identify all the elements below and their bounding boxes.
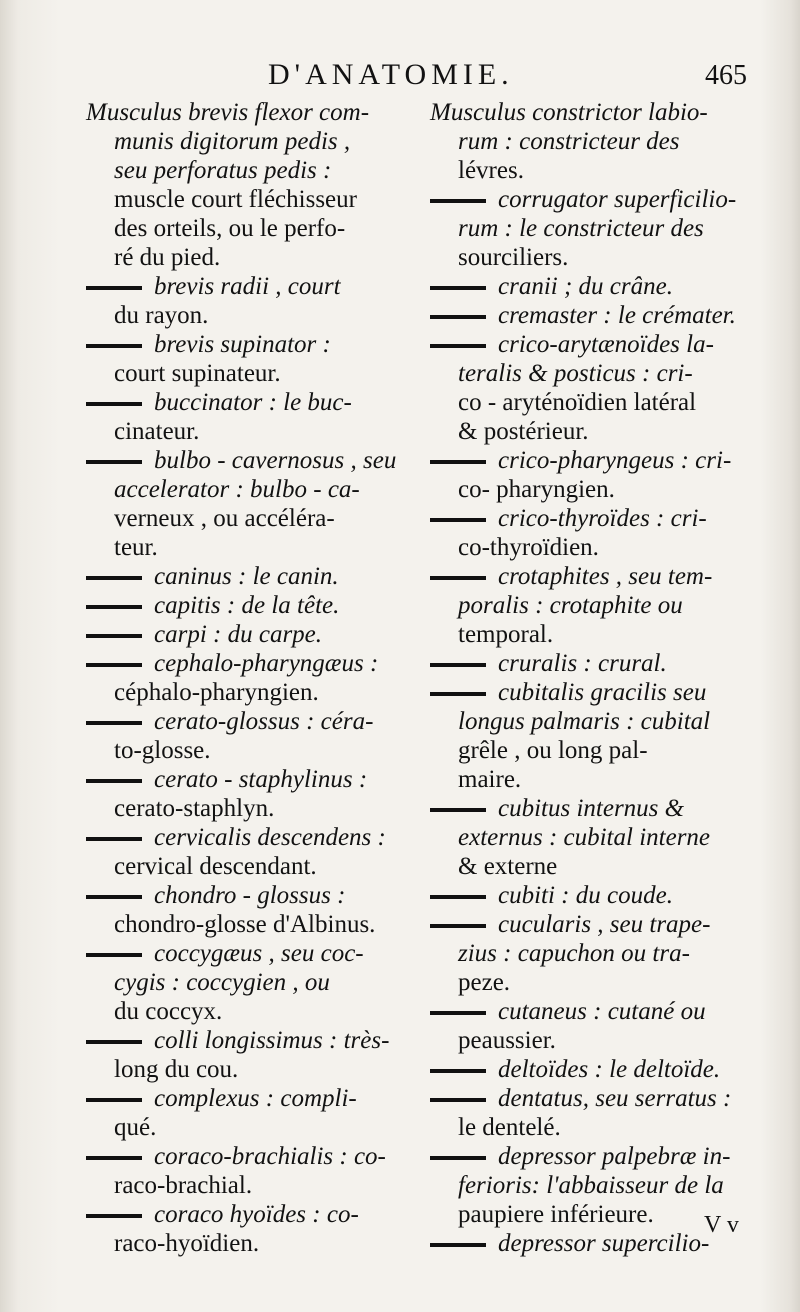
line-text: bulbo - cavernosus , seu: [154, 447, 397, 474]
line-text: raco-brachial.: [114, 1172, 253, 1199]
line-text: cubiti : du coude.: [498, 882, 673, 909]
line-text: poralis : crotaphite ou: [458, 592, 683, 619]
line-text: co-thyroïdien.: [458, 534, 599, 561]
right-column-line: [430, 649, 770, 678]
entry-dash: [430, 518, 486, 522]
line-text: ré du pied.: [114, 244, 221, 271]
entry-dash: [86, 837, 142, 841]
line-text: cervicalis descendens :: [154, 824, 386, 851]
left-column-line: [86, 823, 408, 852]
entry-dash: [86, 779, 142, 783]
line-text: cervical descendant.: [114, 853, 317, 880]
line-text: cerato-staphlyn.: [114, 795, 275, 822]
right-column-line: [430, 359, 770, 388]
left-column-line: [86, 765, 408, 794]
line-text: dentatus, seu serratus :: [498, 1085, 732, 1112]
line-text: grêle , ou long pal-: [458, 737, 648, 764]
line-text: coccygæus , seu coc-: [154, 940, 364, 967]
line-text: Musculus constrictor labio-: [430, 99, 708, 126]
line-text: cubitalis gracilis seu: [498, 679, 707, 706]
right-column-line: [430, 910, 770, 939]
entry-dash: [86, 605, 142, 609]
line-text: lévres.: [458, 157, 524, 184]
line-text: cerato-glossus : céra-: [154, 708, 374, 735]
left-column-line: [86, 562, 408, 591]
right-column-line: [430, 1084, 770, 1113]
line-text: crico-thyroïdes : cri-: [498, 505, 707, 532]
entry-dash: [430, 199, 486, 203]
left-column-line: [86, 939, 408, 968]
line-text: muscle court fléchisseur: [114, 186, 357, 213]
entry-dash: [86, 895, 142, 899]
line-text: court supinateur.: [114, 360, 281, 387]
line-text: rum : le constricteur des: [458, 215, 704, 242]
entry-dash: [430, 1011, 486, 1015]
right-column: [430, 98, 770, 1258]
line-text: coraco hyoïdes : co-: [154, 1201, 359, 1228]
left-column-line: [86, 910, 408, 939]
right-column-line: [430, 678, 770, 707]
right-column-line: [430, 156, 770, 185]
entry-dash: [430, 286, 486, 290]
line-text: depressor supercilio-: [498, 1230, 710, 1257]
line-text: buccinator : le buc-: [154, 389, 352, 416]
left-column-line: [86, 388, 408, 417]
right-column-line: [430, 417, 770, 446]
entry-dash: [430, 1069, 486, 1073]
entry-dash: [430, 344, 486, 348]
right-column-line: [430, 939, 770, 968]
line-text: paupiere inférieure.: [458, 1201, 654, 1228]
right-column-line: [430, 98, 770, 127]
right-column-line: [430, 388, 770, 417]
left-column-line: [86, 504, 408, 533]
line-text: teralis & posticus : cri-: [458, 360, 693, 387]
entry-dash: [86, 402, 142, 406]
line-text: cubitus internus &: [498, 795, 685, 822]
right-column-line: [430, 997, 770, 1026]
line-text: cucularis , seu trape-: [498, 911, 711, 938]
line-text: colli longissimus : très-: [154, 1027, 390, 1054]
entry-dash: [86, 576, 142, 580]
line-text: chondro - glossus :: [154, 882, 346, 909]
line-text: co- pharyngien.: [458, 476, 615, 503]
entry-dash: [86, 460, 142, 464]
line-text: caninus : le canin.: [154, 563, 339, 590]
line-text: teur.: [114, 534, 158, 561]
line-text: capitis : de la tête.: [154, 592, 340, 619]
left-column-line: [86, 1142, 408, 1171]
left-column-line: [86, 1084, 408, 1113]
entry-dash: [430, 1098, 486, 1102]
right-column-line: [430, 1026, 770, 1055]
line-text: deltoïdes : le deltoïde.: [498, 1056, 721, 1083]
entry-dash: [86, 953, 142, 957]
right-column-line: [430, 562, 770, 591]
line-text: ferioris: l'abbaisseur de la: [458, 1172, 724, 1199]
line-text: & externe: [458, 853, 558, 880]
entry-dash: [86, 1040, 142, 1044]
line-text: accelerator : bulbo - ca-: [114, 476, 360, 503]
line-text: crotaphites , seu tem-: [498, 563, 713, 590]
line-text: externus : cubital interne: [458, 824, 711, 851]
line-text: sourciliers.: [458, 244, 569, 271]
right-column-line: [430, 301, 770, 330]
line-text: zius : capuchon ou tra-: [458, 940, 690, 967]
line-text: complexus : compli-: [154, 1085, 357, 1112]
line-text: cerato - staphylinus :: [154, 766, 368, 793]
line-text: des orteils, ou le perfo-: [114, 215, 346, 242]
entry-dash: [86, 1214, 142, 1218]
line-text: peaussier.: [458, 1027, 556, 1054]
left-column-line: [86, 1113, 408, 1142]
entry-dash: [86, 1156, 142, 1160]
entry-dash: [86, 344, 142, 348]
line-text: crico-arytænoïdes la-: [498, 331, 714, 358]
line-text: long du cou.: [114, 1056, 239, 1083]
line-text: crico-pharyngeus : cri-: [498, 447, 732, 474]
line-text: cygis : coccygien , ou: [114, 969, 330, 996]
right-column-line: [430, 272, 770, 301]
entry-dash: [430, 924, 486, 928]
right-column-line: [430, 794, 770, 823]
entry-dash: [86, 721, 142, 725]
left-column-line: [86, 301, 408, 330]
left-column-line: [86, 707, 408, 736]
entry-dash: [430, 1156, 486, 1160]
running-title: D'ANATOMIE.: [268, 58, 514, 91]
left-column-line: [86, 968, 408, 997]
right-column-line: [430, 1113, 770, 1142]
line-text: du rayon.: [114, 302, 209, 329]
left-column-line: [86, 678, 408, 707]
right-column-line: [430, 1142, 770, 1171]
right-column-line: [430, 185, 770, 214]
left-column-line: [86, 98, 408, 127]
left-column-line: [86, 1026, 408, 1055]
entry-dash: [430, 1243, 486, 1247]
left-column-line: [86, 794, 408, 823]
page-header: [0, 58, 800, 98]
page-number: 465: [705, 60, 747, 91]
left-column-line: [86, 272, 408, 301]
left-column-line: [86, 446, 408, 475]
line-text: cranii ; du crâne.: [498, 273, 673, 300]
left-column-line: [86, 243, 408, 272]
right-column-line: [430, 533, 770, 562]
left-column-line: [86, 649, 408, 678]
right-column-line: [430, 591, 770, 620]
line-text: co - aryténoïdien latéral: [458, 389, 697, 416]
line-text: & postérieur.: [458, 418, 589, 445]
line-text: munis digitorum pedis ,: [114, 128, 351, 155]
line-text: qué.: [114, 1114, 157, 1141]
right-column-line: [430, 852, 770, 881]
right-column-line: [430, 707, 770, 736]
right-column-line: [430, 446, 770, 475]
left-column-line: [86, 1229, 408, 1258]
line-text: chondro-glosse d'Albinus.: [114, 911, 376, 938]
entry-dash: [430, 576, 486, 580]
line-text: depressor palpebræ in-: [498, 1143, 731, 1170]
line-text: cremaster : le crémater.: [498, 302, 736, 329]
line-text: du coccyx.: [114, 998, 223, 1025]
line-text: maire.: [458, 766, 522, 793]
entry-dash: [430, 895, 486, 899]
line-text: raco-hyoïdien.: [114, 1230, 260, 1257]
right-column-line: [430, 1055, 770, 1084]
line-text: longus palmaris : cubital: [458, 708, 711, 735]
right-column-line: [430, 475, 770, 504]
right-column-line: [430, 330, 770, 359]
line-text: to-glosse.: [114, 737, 211, 764]
line-text: cruralis : crural.: [498, 650, 667, 677]
left-column-line: [86, 417, 408, 446]
right-column-line: [430, 823, 770, 852]
right-column-line: [430, 127, 770, 156]
line-text: rum : constricteur des: [458, 128, 680, 155]
left-column-line: [86, 736, 408, 765]
entry-dash: [430, 315, 486, 319]
right-column-line: [430, 736, 770, 765]
left-column-line: [86, 881, 408, 910]
line-text: corrugator superficilio-: [498, 186, 737, 213]
left-column-line: [86, 852, 408, 881]
left-column-line: [86, 1200, 408, 1229]
left-column-line: [86, 997, 408, 1026]
left-column-line: [86, 330, 408, 359]
signature-mark: V v: [704, 1212, 739, 1238]
entry-dash: [86, 286, 142, 290]
line-text: brevis radii , court: [154, 273, 341, 300]
line-text: cinateur.: [114, 418, 200, 445]
line-text: peze.: [458, 969, 511, 996]
line-text: temporal.: [458, 621, 554, 648]
entry-dash: [430, 808, 486, 812]
line-text: carpi : du carpe.: [154, 621, 323, 648]
left-column-line: [86, 533, 408, 562]
right-column-line: [430, 968, 770, 997]
left-column-line: [86, 185, 408, 214]
line-text: verneux , ou accéléra-: [114, 505, 335, 532]
line-text: seu perforatus pedis :: [114, 157, 332, 184]
line-text: brevis supinator :: [154, 331, 331, 358]
left-column-line: [86, 214, 408, 243]
left-column-line: [86, 359, 408, 388]
line-text: céphalo-pharyngien.: [114, 679, 319, 706]
right-column-line: [430, 243, 770, 272]
right-column-line: [430, 504, 770, 533]
entry-dash: [86, 1098, 142, 1102]
left-column: [86, 98, 408, 1258]
entry-dash: [430, 460, 486, 464]
right-column-line: [430, 214, 770, 243]
left-column-line: [86, 620, 408, 649]
entry-dash: [430, 663, 486, 667]
left-column-line: [86, 1055, 408, 1084]
entry-dash: [86, 663, 142, 667]
line-text: coraco-brachialis : co-: [154, 1143, 386, 1170]
right-column-line: [430, 620, 770, 649]
entry-dash: [430, 692, 486, 696]
right-column-line: [430, 765, 770, 794]
left-column-line: [86, 475, 408, 504]
line-text: Musculus brevis flexor com-: [86, 99, 370, 126]
left-column-line: [86, 156, 408, 185]
right-column-line: [430, 1171, 770, 1200]
line-text: cephalo-pharyngæus :: [154, 650, 379, 677]
left-column-line: [86, 591, 408, 620]
line-text: cutaneus : cutané ou: [498, 998, 706, 1025]
right-column-line: [430, 881, 770, 910]
entry-dash: [86, 634, 142, 638]
left-column-line: [86, 1171, 408, 1200]
left-column-line: [86, 127, 408, 156]
line-text: le dentelé.: [458, 1114, 561, 1141]
